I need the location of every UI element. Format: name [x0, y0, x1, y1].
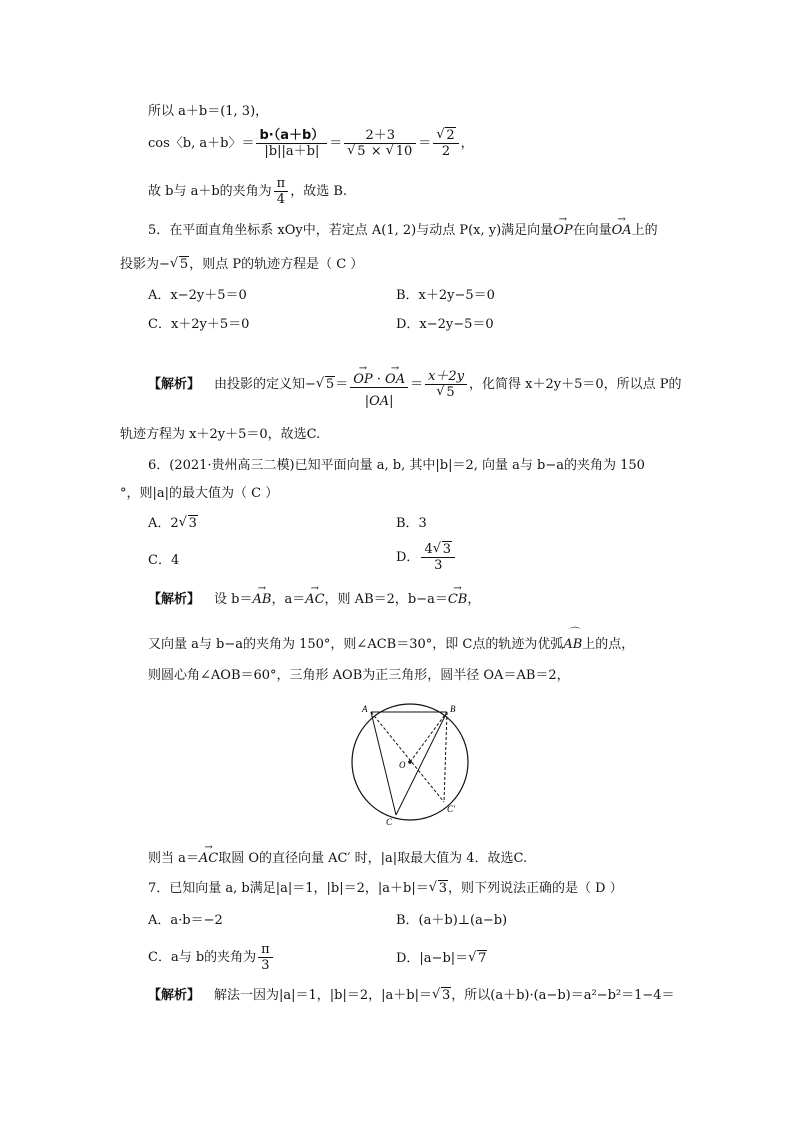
projection-fraction: → $\frac{OP \cdot \to OA}{|OA|}$ [350, 364, 408, 409]
option-d-fraction: $\frac{4√ 3}{3}$ [421, 542, 455, 573]
label-o: O [399, 760, 406, 770]
cos-f1-den: |b||a＋b| [264, 144, 320, 159]
q6-solution: 【解析】 设 b＝→ AB，a＝→ AC，则 AB＝2，b−a＝→ CB， [148, 591, 480, 609]
q7-stem: 7．已知向量 a, b满足|a|＝1，|b|＝2，|a＋b|＝√ 3，则下列说法正确的是（ D ） [148, 880, 623, 898]
q6-solution-2: 又向量 a与 b−a的夹角为 150°，则∠ACB＝30°，即 C点的轨迹为优弧⌒ AB上的点， [148, 636, 634, 654]
label-c-prime: C′ [447, 804, 455, 814]
q6-option-b: B．3 [396, 516, 427, 531]
analysis-label: 【解析】 [148, 377, 201, 392]
q5-stem: 5．在平面直角坐标系 xOy中，若定点 A(1, 2)与动点 P(x, y)满足向量→ OP在向量→ OA上的 [148, 222, 658, 240]
cos-fraction-2 [344, 128, 416, 159]
label-a: A [362, 704, 368, 714]
sqrt: √ 7 [468, 950, 487, 968]
q7-solution: 【解析】 解法一因为|a|＝1，|b|＝2，|a＋b|＝√ 3，所以(a＋b)·(a−b)＝a²−b²＝1−4＝ [148, 987, 675, 1005]
cos-line: cos〈b, a＋b〉＝ $\frac{b\cdot(a+b)}{|b||a+b|}$ ＝ 2＋3 √ 5 × √ 10 ＝ √ $\frac{2}{2}$ ， [148, 128, 474, 159]
cos-f1-num: b·（a＋b） [256, 128, 327, 144]
cos-fraction-1 [256, 128, 327, 159]
q5-option-a: A．x−2y＋5＝0 [148, 288, 247, 303]
q5-option-b: B．x＋2y−5＝0 [396, 288, 495, 303]
label-c: C [386, 817, 393, 827]
vector-oa: → OA [612, 222, 632, 240]
q5-stem-2: 投影为−√ 5，则点 P的轨迹方程是（ C ） [120, 256, 363, 274]
q5-solution: 【解析】 由投影的定义知−√ 5＝ → $\frac{OP \cdot \to OA}{|OA|}$ ＝ x＋2y √ 5 ，化简得 x＋2y＋5＝0，所以点 P的 [148, 360, 682, 409]
q5-solution-2: 轨迹方程为 x＋2y＋5＝0，故选C. [120, 427, 321, 442]
line-3: 故 b与 a＋b的夹角为 $\frac{\pi}{4}$ ，故选 B. [148, 176, 348, 207]
q5-option-d: D．x−2y−5＝0 [396, 317, 494, 332]
q7-option-c: C．a与 b的夹角为 $\frac{\pi}{3}$ [148, 942, 275, 973]
sqrt: √ 3 [432, 987, 451, 1005]
q6-option-a: A．2√ 3 [148, 515, 198, 533]
cos-f2-num: 2＋3 [344, 128, 416, 144]
sqrt: √ 5 [347, 144, 366, 159]
sqrt: √ 3 [433, 542, 452, 557]
analysis-label: 【解析】 [148, 592, 201, 607]
q6-option-d: D． $\frac{4√ 3}{3}$ [396, 542, 457, 573]
q6-solution-4: 则当 a＝→ AC取圆 O的直径向量 AC′ 时，|a|取最大值为 4．故选C. [148, 850, 527, 868]
sqrt: √ 3 [429, 880, 448, 898]
equals: ＝ [329, 136, 343, 151]
cos-prefix: cos〈b, a＋b〉＝ [148, 136, 255, 151]
sqrt: √ 5 [170, 256, 189, 274]
q7-option-b: B．(a＋b)⊥(a−b) [396, 913, 508, 928]
sqrt: √ 5 [436, 385, 455, 400]
sqrt: √ 3 [179, 515, 198, 533]
q6-option-c: C．4 [148, 553, 180, 568]
sqrt: √ 5 [316, 376, 335, 394]
q6-stem: 6．(2021·贵州高三二模)已知平面向量 a, b, 其中|b|＝2, 向量 a与 b−a的夹角为 150 [148, 458, 645, 473]
q7-option-a: A．a·b＝−2 [148, 913, 223, 928]
q6-solution-3: 则圆心角∠AOB＝60°，三角形 AOB为正三角形，圆半径 OA＝AB＝2， [148, 668, 570, 683]
cos-f2-den: √ 5 × √ 10 [344, 144, 416, 159]
equals: ＝ [418, 136, 432, 151]
sqrt: √ 10 [386, 144, 414, 159]
q7-option-d: D．|a−b|＝√ 7 [396, 950, 487, 968]
sqrt: √ 2 [436, 128, 455, 143]
line-1: 所以 a＋b＝(1, 3)， [148, 104, 269, 119]
arc-ab: ⌒ AB [563, 636, 582, 654]
pi-over-4: $\frac{\pi}{4}$ [274, 176, 289, 207]
projection-fraction-2: x＋2y √ 5 [425, 369, 467, 400]
analysis-label: 【解析】 [148, 988, 201, 1003]
label-b: B [450, 704, 456, 714]
cos-fraction-3: √ $\frac{2}{2}$ [433, 128, 458, 159]
q5-option-c: C．x＋2y＋5＝0 [148, 317, 250, 332]
q6-stem-2: °，则|a|的最大值为（ C ） [120, 486, 279, 501]
pi-over-3: $\frac{\pi}{3}$ [258, 942, 273, 973]
vector-op: → OP [553, 222, 572, 240]
circle-figure [340, 698, 480, 830]
